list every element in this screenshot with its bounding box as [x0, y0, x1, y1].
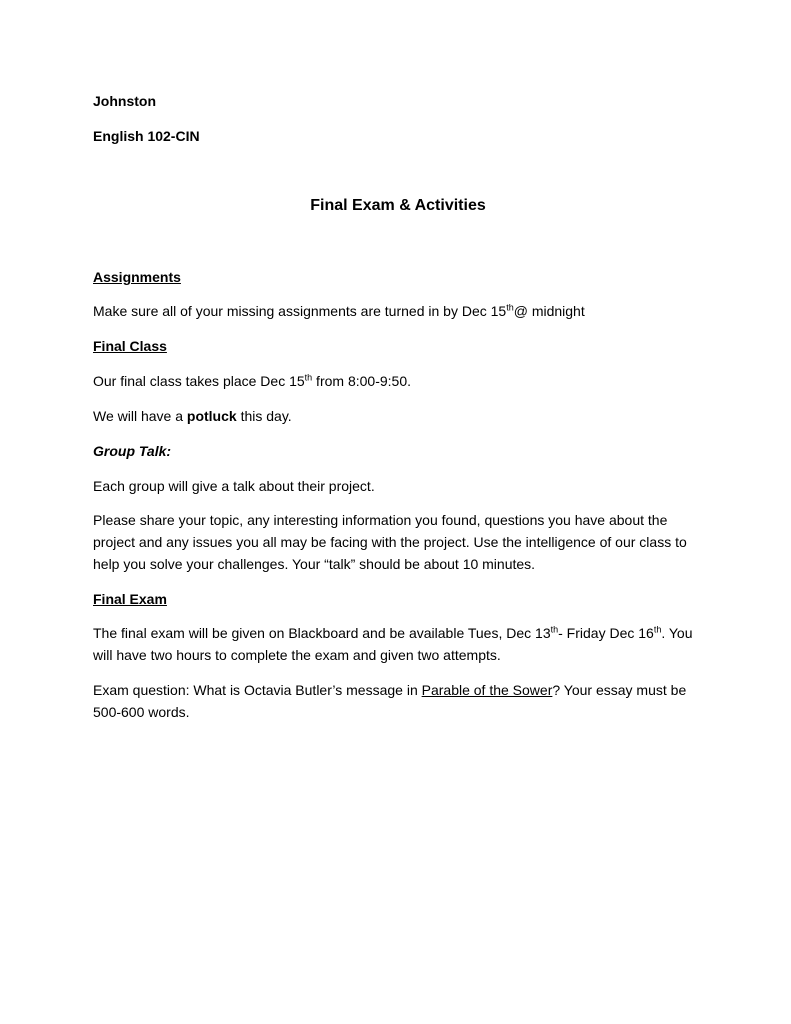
potluck-text: potluck — [186, 408, 237, 424]
final-exam-line1-b: - Friday Dec 16 — [558, 625, 654, 641]
final-exam-sup1: th — [550, 624, 559, 635]
final-class-heading: Final Class — [93, 338, 167, 354]
final-class-line1 — [93, 370, 703, 392]
final-class-line2-a: We will have a — [93, 408, 187, 424]
page-title: Final Exam & Activities — [310, 197, 486, 214]
assignments-sup: th — [506, 302, 514, 313]
final-exam-line1-a: The final exam will be given on Blackboard and be available Tues, Dec 13 — [93, 625, 551, 641]
exam-question-a: Exam question: What is Octavia Butler’s message in — [93, 682, 422, 698]
final-exam-sup2: th — [653, 624, 662, 635]
assignments-heading: Assignments — [93, 269, 181, 285]
assignments-text-b: @ midnight — [513, 303, 585, 319]
instructor-name: Johnston — [93, 93, 156, 109]
final-class-line2 — [93, 405, 703, 427]
final-exam-line1 — [93, 622, 703, 666]
course-name: English 102-CIN — [93, 128, 200, 144]
assignments-text — [93, 300, 703, 322]
book-title: Parable of the Sower — [421, 682, 553, 698]
exam-question-b: ? Your essay must be 500-600 words. — [93, 682, 687, 720]
final-class-line2-b: this day. — [236, 408, 292, 424]
assignments-text-a: Make sure all of your missing assignments are turned in by Dec 15 — [93, 303, 507, 319]
group-talk-line1: Each group will give a talk about their project. — [93, 478, 375, 494]
final-class-line1-b: from 8:00-9:50. — [312, 373, 411, 389]
group-talk-line2: Please share your topic, any interesting information you found, questions you have about the project and any issues you all may be facing with the project. Use the intelligence of our class to help you solve your challenges. Your “talk” should be about 10 minutes. — [93, 512, 687, 572]
final-class-line1-a: Our final class takes place Dec 15 — [93, 373, 305, 389]
final-exam-line1-c: . You will have two hours to complete the exam and given two attempts. — [93, 625, 693, 663]
final-class-sup: th — [304, 372, 313, 383]
group-talk-heading: Group Talk: — [93, 443, 172, 459]
exam-question — [93, 679, 703, 723]
final-exam-heading: Final Exam — [93, 591, 167, 607]
